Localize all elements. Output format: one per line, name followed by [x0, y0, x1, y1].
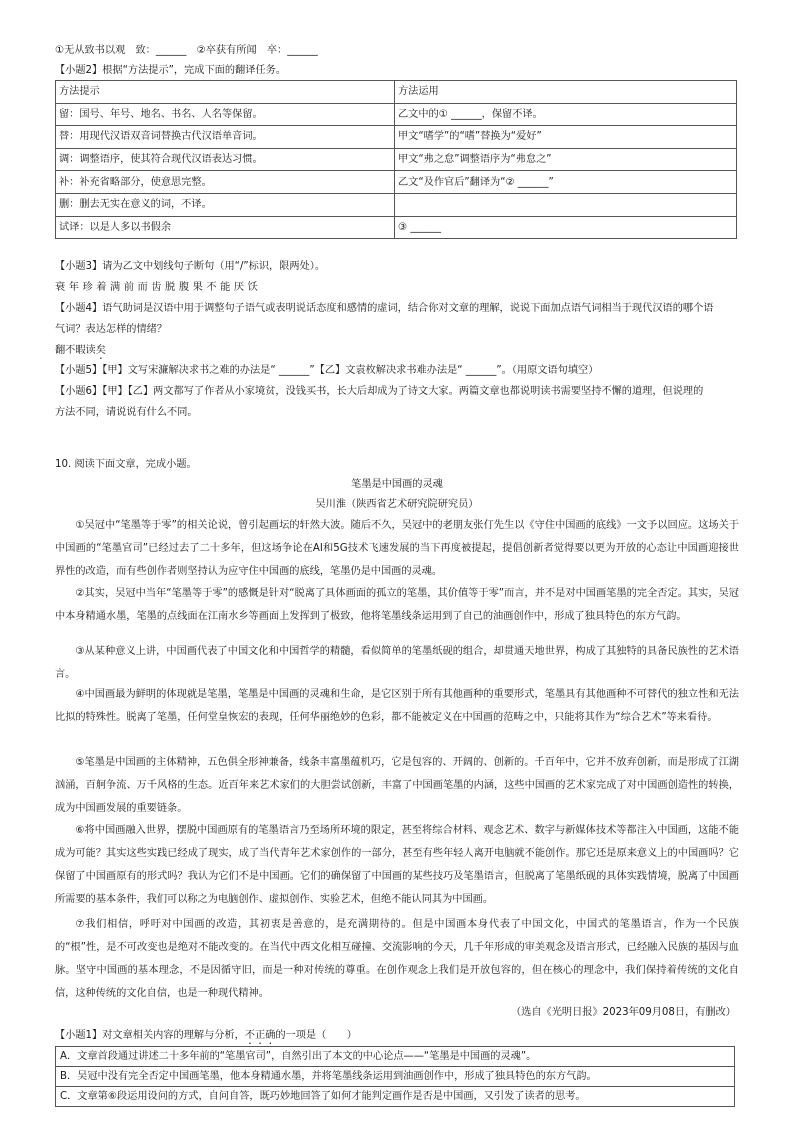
q6-prompt-line2: 方法不同，请说说有什么不同。	[55, 407, 198, 418]
article-paragraph-4: ④中国画最为鲜明的体现就是笔墨，笔墨是中国画的灵魂和生命，是它区别于所有其他画种的重要形式，笔墨具有其他画种不可替代的独立性和无法比拟的特殊性。脱离了笔墨，任何堂皇恢宏的表现，任何华丽绝妙的色彩，都不能被定义在中国画的范畴之中，只能将其作为“综合艺术”等来看待。	[55, 689, 739, 723]
q1-prompt-a: 【小题1】对文章相关内容的理解与分析，	[55, 1030, 245, 1041]
table-row	[56, 216, 737, 239]
q1-blanks-line: ①无从致书以观 致：______ ②卒获有所闻 卒：______	[55, 45, 318, 56]
table-cell: 调：调整语序，使其符合现代汉语表达习惯。	[56, 148, 395, 171]
article-paragraph-7: ⑦我们相信，呼吁对中国画的改造，其初衷是善意的，是充满期待的。但是中国画本身代表了中国文化，中国式的笔墨语言，作为一个民族的“根”性，是不可改变也是绝对不能改变的。在当代中西文化相互碰撞、交流影响的今天，几千年形成的审美观念及语言形式，已经融入民族的基因与血脉。坚守中国画的基本理念，不是因循守旧，而是一种对传统的尊重。在创作观念上我们是开放包容的，但在核心的理念中，我们保持着传统的文化自信，这种传统的文化自信，也是一种现代精神。	[55, 919, 739, 999]
q4-prompt-line2: 气词？表达怎样的情绪？	[55, 324, 168, 335]
article-title: 笔墨是中国画的灵魂	[351, 479, 443, 490]
table-cell: 留：国号、年号、地名、书名、人名等保留。	[56, 103, 395, 126]
article-paragraph-3: ③从某种意义上讲，中国画代表了中国文化和中国哲学的精髓，看似简单的笔墨纸砚的组合，却贯通天地世界，构成了其独特的具备民族性的艺术语言。	[55, 646, 739, 680]
q5-prompt: 【小题5】【甲】文写宋濂解决求书之难的办法是“ ______”【乙】文袁枚解决求书难办法是“ ______”。（用原文语句填空）	[55, 365, 599, 376]
q3-sentence[interactable]: 衰年珍着满前而齿脱腹果不能厌饫	[55, 282, 262, 293]
article-paragraph-2: ②其实，吴冠中当年“笔墨等于零”的感慨是针对“脱离了具体画面的孤立的笔墨，其价值等于零”而言，并不是对中国画笔墨的完全否定。其实，吴冠中本身精通水墨，笔墨的点线面在江南水乡等画面上发挥到了极致，他将笔墨线条运用到了自己的油画创作中，形成了独具特色的东方气韵。	[55, 588, 739, 622]
article-source: （选自《光明日报》2023年09月08日，有删改）	[510, 1007, 736, 1018]
article-paragraph-6: ⑥将中国画融入世界，摆脱中国画原有的笔墨语言乃至场所环境的限定，甚至将综合材料、观念艺术、数字与新媒体技术等都注入中国画，这能不能成为可能？其实这些实践已经成了现实，成了当代青年艺术家创作的一部分，甚至有些年轻人离开电脑就不能创作。那它还是原来意义上的中国画吗？它保留了中国画原有的形式吗？我认为它们不是中国画。它们的确保留了中国画的某些技巧及笔墨语言，但脱离了笔墨纸砚的具体实践情境，脱离了中国画所需要的基本条件，我们可以称之为电脑创作、虚拟创作、实验艺术，但绝不能认同其为中国画。	[55, 825, 739, 905]
q4-prompt-line1: 【小题4】语气助词是汉语中用于调整句子语气或表明说话态度和感情的虚词，结合你对文章的理解，说说下面加点语气词相当于现代汉语的哪个语	[55, 303, 714, 314]
article-paragraph-5: ⑤笔墨是中国画的主体精神，五色俱全形神兼备，线条丰富墨蕴机巧，它是包容的、开阔的、创新的。千百年中，它并不放弃创新，而是形成了江湖汹涌，百舸争流、万千风格的生态。近百年来艺术家们的大胆尝试创新，丰富了中国画笔墨的内涵，这些中国画的艺术家完成了对中国画创造性的转换，成为中国画发展的重要链条。	[55, 757, 739, 814]
table-cell: 删：删去无实在意义的词，不译。	[56, 193, 395, 216]
q2-prompt: 【小题2】根据“方法提示”，完成下面的翻译任务。	[55, 65, 286, 76]
table-row	[56, 193, 737, 216]
article-paragraph-1: ①吴冠中“笔墨等于零”的相关论说，曾引起画坛的轩然大波。随后不久，吴冠中的老朋友张仃先生以《守住中国画的底线》一文予以回应。这场关于中国画的“笔墨官司”已经过去了二十多年，但这场争论在AI和5G技术飞速发展的当下再度被提起，提倡创新者觉得要以更为开放的心态让中国画迎接世界性的改造，而有些创作者则坚持认为应守住中国画的底线，笔墨仍是中国画的灵魂。	[55, 520, 739, 577]
table-header-row	[56, 81, 737, 104]
table-row	[56, 103, 737, 126]
q3-prompt: 【小题3】请为乙文中划线句子断句（用“/”标识，限两处）。	[55, 261, 326, 272]
q4-dotted-particle: 矣	[95, 345, 106, 356]
table-header-cell: 方法提示	[56, 81, 395, 104]
table-cell: 试译：以是人多以书假余	[56, 216, 395, 239]
table-cell	[395, 193, 737, 216]
choice-b[interactable]: B．吴冠中没有完全否定中国画笔墨，他本身精通水墨，并将笔墨线条运用到油画创作中，形成了独具特色的东方气韵。	[55, 1066, 735, 1087]
table-header-cell: 方法运用	[395, 81, 737, 104]
table-row	[56, 171, 737, 194]
table-cell: 替：用现代汉语双音词替换古代汉语单音词。	[56, 126, 395, 149]
table-cell[interactable]: 乙文中的① ______，保留不译。	[395, 103, 737, 126]
q4-phrase	[55, 344, 106, 362]
method-table	[55, 80, 737, 239]
table-cell: 补：补充省略部分，使意思完整。	[56, 171, 395, 194]
choice-a[interactable]: A．文章首段通过讲述二十多年前的“笔墨官司”，自然引出了本文的中心论点——“笔墨是中国画的灵魂”。	[55, 1046, 735, 1067]
section10-heading: 10. 阅读下面文章，完成小题。	[55, 459, 197, 470]
table-row	[56, 126, 737, 149]
table-cell: 甲文“弗之怠”调整语序为“弗怠之”	[395, 148, 737, 171]
table-cell: 甲文“嗜学”的“嗜”替换为“爱好”	[395, 126, 737, 149]
table-row	[56, 148, 737, 171]
table-cell[interactable]: 乙文“及作官后”翻译为“② ______”	[395, 171, 737, 194]
choice-c[interactable]: C．文章第⑥段运用设问的方式，自问自答，既巧妙地回答了如何才能判定画作是否是中国画，又引发了读者的思考。	[55, 1086, 735, 1107]
q1-prompt-emphasis: 不正确	[244, 1030, 276, 1041]
q1-prompt	[55, 1029, 357, 1047]
article-author: 吴川淮（陕西省艺术研究院研究员）	[315, 499, 479, 510]
table-cell[interactable]: ③ ______	[395, 216, 737, 239]
q1-prompt-b: 的一项是（ ）	[275, 1030, 357, 1041]
q4-phrase-main: 翻不暇读	[55, 345, 96, 356]
q6-prompt-line1: 【小题6】【甲】【乙】两文都写了作者从小家境贫，没钱买书，长大后却成为了诗文大家。两篇文章也都说明读书需要坚持不懈的道理，但说理的	[55, 386, 704, 397]
